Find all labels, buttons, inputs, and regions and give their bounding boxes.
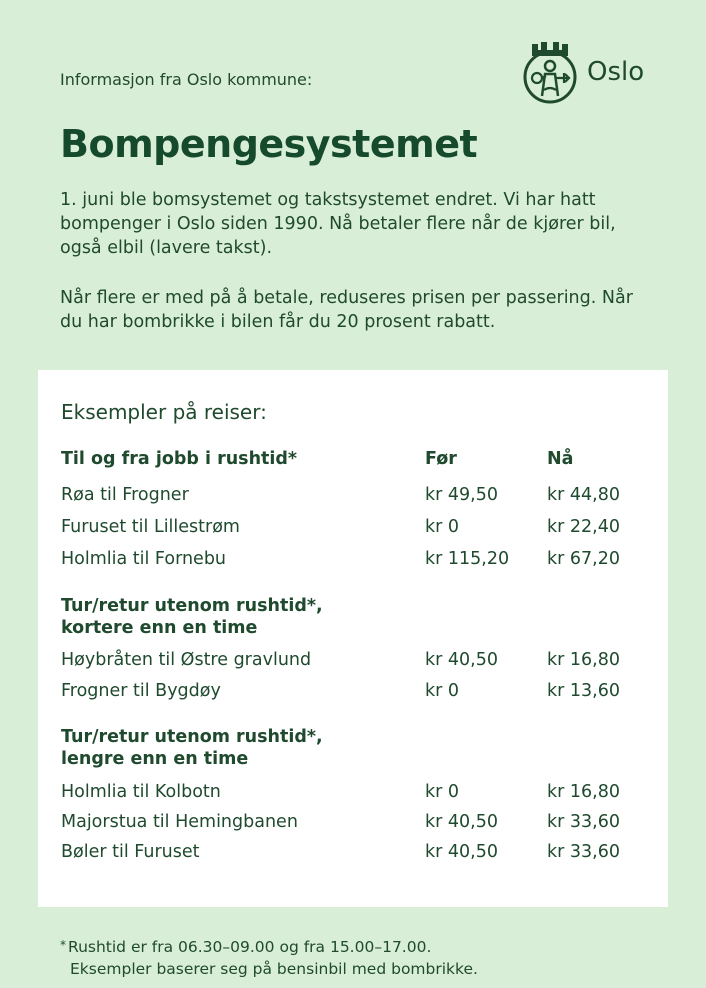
before-price-cell: kr 0: [425, 782, 460, 802]
before-price-cell: kr 0: [425, 517, 460, 537]
before-price-cell: kr 49,50: [425, 485, 498, 505]
now-price-cell: kr 22,40: [547, 517, 620, 537]
group-heading: [61, 726, 401, 770]
before-price-cell: kr 115,20: [425, 549, 510, 569]
header-info: Informasjon fra Oslo kommune:: [60, 70, 313, 89]
intro-paragraph-2: Når flere er med på å betale, reduseres prisen per passering. Når du har bombrikke i bilen får du 20 prosent rabatt.: [60, 288, 633, 332]
route-cell: Majorstua til Hemingbanen: [61, 812, 298, 832]
table-row: [61, 842, 661, 866]
route-cell: Bøler til Furuset: [61, 842, 200, 862]
page-title: Bompengesystemet: [60, 122, 478, 166]
footnote-line-1: Rushtid er fra 06.30–09.00 og fra 15.00–17.00.: [68, 938, 432, 956]
before-price-cell: kr 40,50: [425, 650, 498, 670]
now-price-cell: kr 67,20: [547, 549, 620, 569]
route-cell: Holmlia til Fornebu: [61, 549, 227, 569]
table-row: [61, 650, 661, 674]
before-price-cell: kr 40,50: [425, 842, 498, 862]
route-cell: Høybråten til Østre gravlund: [61, 650, 312, 670]
table-row: [61, 681, 661, 705]
route-cell: Furuset til Lillestrøm: [61, 517, 240, 537]
before-price-cell: kr 40,50: [425, 812, 498, 832]
route-cell: Holmlia til Kolbotn: [61, 782, 221, 802]
now-price-cell: kr 16,80: [547, 650, 620, 670]
now-price-cell: kr 44,80: [547, 485, 620, 505]
now-price-cell: kr 33,60: [547, 842, 620, 862]
table-row: [61, 549, 661, 573]
route-cell: Frogner til Bygdøy: [61, 681, 221, 701]
now-price-cell: kr 33,60: [547, 812, 620, 832]
column-header-now: Nå: [547, 449, 574, 469]
table-header-row: [61, 449, 661, 473]
logo-text: Oslo: [587, 57, 645, 87]
now-price-cell: kr 16,80: [547, 782, 620, 802]
oslo-seal-icon: [521, 40, 579, 104]
group-heading-line-1: Tur/retur utenom rushtid*,: [61, 596, 323, 616]
group-heading-line-2: kortere enn en time: [61, 618, 258, 638]
group-heading: Til og fra jobb i rushtid*: [61, 449, 298, 469]
now-price-cell: kr 13,60: [547, 681, 620, 701]
table-row: [61, 782, 661, 806]
examples-card: [38, 370, 668, 907]
before-price-cell: kr 0: [425, 681, 460, 701]
group-heading-line-2: lengre enn en time: [61, 749, 249, 769]
footnote-line-2: Eksempler baserer seg på bensinbil med bombrikke.: [70, 960, 478, 978]
footnote: [60, 934, 478, 980]
footnote-star: *: [60, 938, 66, 952]
oslo-logo: [521, 40, 644, 104]
route-cell: Røa til Frogner: [61, 485, 189, 505]
column-header-before: Før: [425, 449, 457, 469]
group-heading-line-1: Tur/retur utenom rushtid*,: [61, 727, 323, 747]
card-title: Eksempler på reiser:: [61, 400, 267, 424]
table-row: [61, 485, 661, 509]
table-row: [61, 812, 661, 836]
intro-paragraph-1: 1. juni ble bomsystemet og takstsystemet endret. Vi har hatt bompenger i Oslo siden 1990. Nå betaler flere når de kjører bil, også elbil (lavere takst).: [60, 190, 616, 258]
table-row: [61, 517, 661, 541]
group-heading: [61, 595, 401, 639]
